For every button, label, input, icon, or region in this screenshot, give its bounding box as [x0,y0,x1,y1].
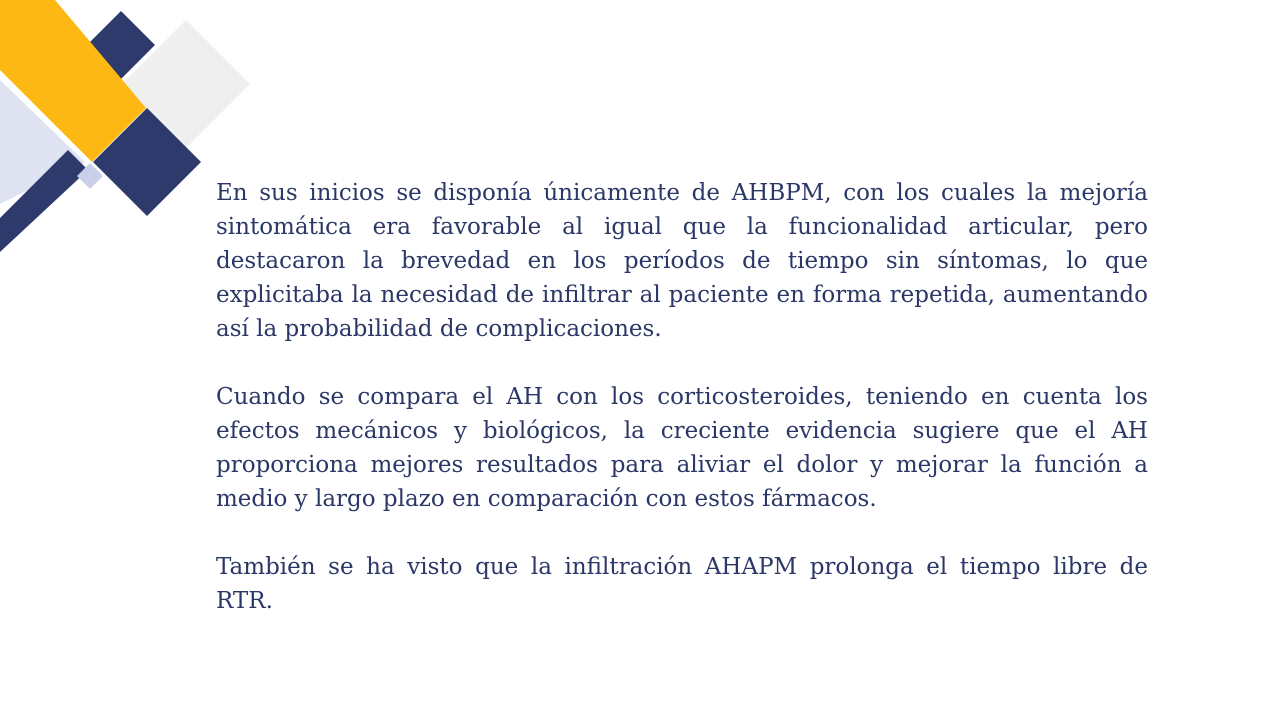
body-text [216,176,1148,618]
paragraph-1: En sus inicios se disponía únicamente de AHBPM, con los cuales la mejoría sintomática era favorable al igual que la funcionalidad articular, pero destacaron la brevedad en los períodos de tiempo sin síntomas, lo que explicitaba la necesidad de infiltrar al paciente en forma repetida, aumentando así la probabilidad de complicaciones. [216,180,1148,342]
paragraph-3: También se ha visto que la infiltración AHAPM prolonga el tiempo libre de RTR. [216,554,1148,614]
paragraph-2: Cuando se compara el AH con los corticosteroides, teniendo en cuenta los efectos mecánicos y biológicos, la creciente evidencia sugiere que el AH proporciona mejores resultados para aliviar el dolor y mejorar la función a medio y largo plazo en comparación con estos fármacos. [216,384,1148,512]
